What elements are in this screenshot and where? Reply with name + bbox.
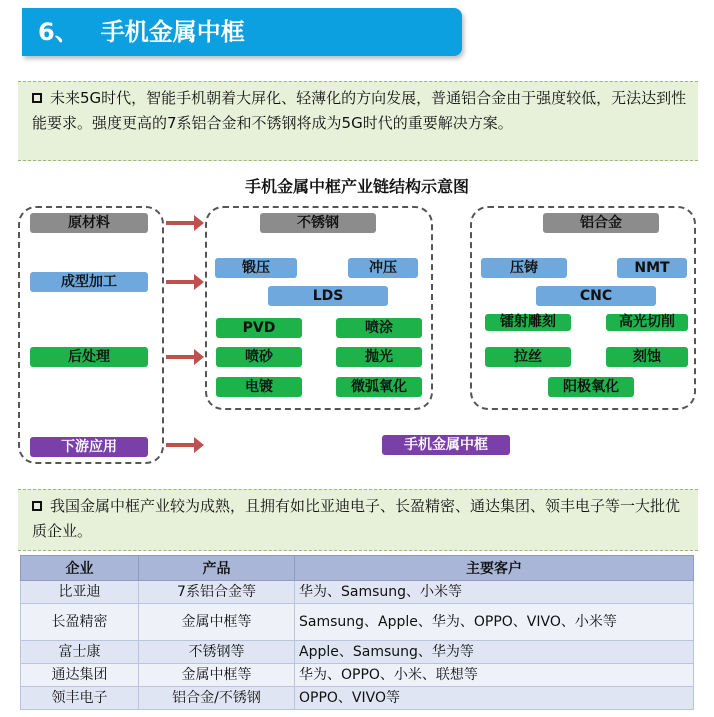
cell-product: 7系铝合金等 (139, 581, 295, 604)
aluminum-diecast: 压铸 (481, 258, 567, 278)
arrow-downstream (166, 443, 196, 447)
cell-customers: Samsung、Apple、华为、OPPO、VIVO、小米等 (295, 604, 694, 641)
section-number: 6、 (38, 18, 79, 46)
aluminum-highgloss-cut: 高光切削 (606, 314, 688, 331)
header-company: 企业 (21, 556, 139, 581)
stage-downstream: 下游应用 (30, 437, 148, 457)
arrow-post (166, 355, 196, 359)
cell-customers: 华为、OPPO、小米、联想等 (295, 664, 694, 687)
arrow-forming (166, 280, 196, 284)
table-header-row (21, 556, 694, 581)
diagram-title: 手机金属中框产业链结构示意图 (244, 177, 469, 196)
steel-sandblast: 喷砂 (216, 347, 302, 367)
cell-product: 金属中框等 (139, 604, 295, 641)
cell-product: 铝合金/不锈钢 (139, 687, 295, 710)
table-row (21, 664, 694, 687)
stage-raw-material: 原材料 (30, 213, 148, 233)
industry-note (18, 489, 698, 551)
aluminum-etching: 刻蚀 (606, 347, 688, 367)
table-row (21, 604, 694, 641)
stage-forming: 成型加工 (30, 272, 148, 292)
intro-note-text: 未来5G时代，智能手机朝着大屏化、轻薄化的方向发展，普通铝合金由于强度较低，无法达到性能要求。强度更高的7系铝合金和不锈钢将成为5G时代的重要解决方案。 (32, 89, 687, 132)
aluminum-laser-engraving: 镭射雕刻 (485, 314, 571, 331)
header-product: 产品 (139, 556, 295, 581)
cell-customers: OPPO、VIVO等 (295, 687, 694, 710)
aluminum-title: 铝合金 (543, 213, 659, 233)
checkbox-bullet-icon (32, 501, 42, 511)
cell-company: 领丰电子 (21, 687, 139, 710)
application-box: 手机金属中框 (382, 435, 510, 455)
header-customers: 主要客户 (295, 556, 694, 581)
section-title: 手机金属中框 (100, 18, 245, 46)
aluminum-anodizing: 阳极氧化 (548, 377, 634, 397)
steel-title: 不锈钢 (260, 213, 376, 233)
cell-product: 不锈钢等 (139, 641, 295, 664)
steel-polish: 抛光 (336, 347, 422, 367)
cell-company: 比亚迪 (21, 581, 139, 604)
steel-plating: 电镀 (216, 377, 302, 397)
cell-customers: 华为、Samsung、小米等 (295, 581, 694, 604)
client-table (20, 555, 694, 710)
steel-spray: 喷涂 (336, 318, 422, 338)
arrow-raw (166, 221, 196, 225)
cell-company: 富士康 (21, 641, 139, 664)
table-row (21, 687, 694, 710)
intro-note (18, 81, 698, 161)
section-header (22, 8, 462, 56)
aluminum-nmt: NMT (617, 258, 687, 278)
steel-pvd: PVD (216, 318, 302, 338)
cell-product: 金属中框等 (139, 664, 295, 687)
industry-note-text: 我国金属中框产业较为成熟，且拥有如比亚迪电子、长盈精密、通达集团、领丰电子等一大批优质企业。 (32, 497, 681, 540)
checkbox-bullet-icon (32, 93, 42, 103)
steel-stamping: 冲压 (348, 258, 418, 278)
steel-micro-arc: 微弧氧化 (336, 377, 422, 397)
cell-customers: Apple、Samsung、华为等 (295, 641, 694, 664)
steel-forging: 锻压 (215, 258, 297, 278)
aluminum-cnc: CNC (536, 286, 656, 306)
table-row (21, 581, 694, 604)
table-row (21, 641, 694, 664)
stage-column (18, 206, 164, 464)
aluminum-brushing: 拉丝 (485, 347, 571, 367)
stage-post-processing: 后处理 (30, 347, 148, 367)
steel-lds: LDS (268, 286, 388, 306)
cell-company: 通达集团 (21, 664, 139, 687)
cell-company: 长盈精密 (21, 604, 139, 641)
